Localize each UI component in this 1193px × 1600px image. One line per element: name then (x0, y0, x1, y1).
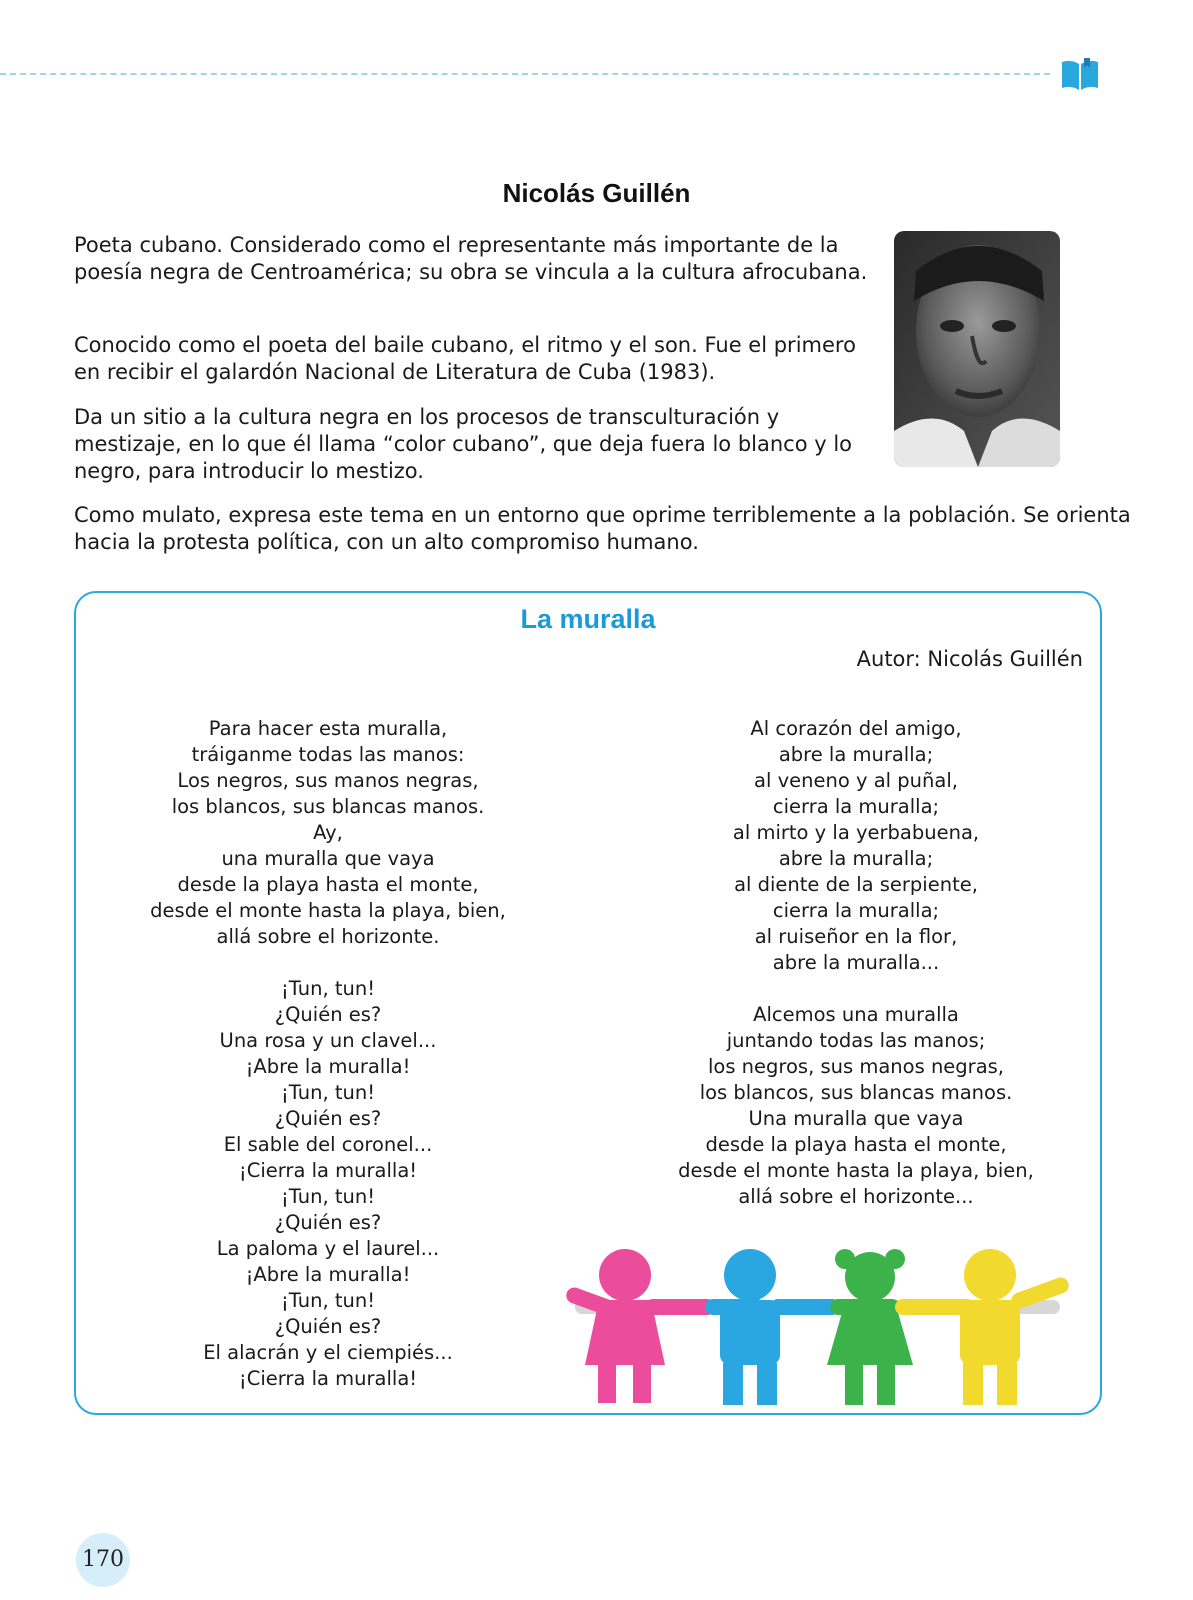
poem-line: ¡Tun, tun! (280, 977, 376, 1000)
poem-line: ¿Quién es? (274, 1211, 382, 1234)
poem-line: los blancos, sus blancas manos. (171, 795, 485, 818)
poem-line: allá sobre el horizonte... (738, 1185, 974, 1208)
poem-line: al mirto y la yerbabuena, (732, 821, 980, 844)
poem-line: desde la playa hasta el monte, (177, 873, 479, 896)
poem-line: abre la muralla... (772, 951, 940, 974)
poem-line: desde el monte hasta la playa, bien, (678, 1159, 1034, 1182)
bio-paragraph: Conocido como el poeta del baile cubano, el ritmo y el son. Fue el primero en recibir el galardón Nacional de Literatura de Cuba (1983). (74, 333, 856, 384)
poem-line: una muralla que vaya (221, 847, 435, 870)
poem-line: ¡Abre la muralla! (245, 1263, 411, 1286)
poem-line: desde el monte hasta la playa, bien, (150, 899, 506, 922)
page-number: 170 (76, 1533, 130, 1587)
poem-line: abre la muralla; (778, 847, 934, 870)
poem-line: ¡Abre la muralla! (245, 1055, 411, 1078)
poem-line: Una rosa y un clavel... (219, 1029, 437, 1052)
poem-line: al ruiseñor en la flor, (754, 925, 958, 948)
poem-author: Autor: Nicolás Guillén (856, 647, 1083, 671)
poem-line: ¡Cierra la muralla! (238, 1367, 418, 1390)
top-dashed-rule (0, 73, 1050, 75)
bio-title: Nicolás Guillén (502, 178, 691, 208)
poem-line: La paloma y el laurel... (216, 1237, 440, 1260)
poem-line: ¿Quién es? (274, 1107, 382, 1130)
poem-line: Una muralla que vaya (748, 1107, 964, 1130)
poem-column-right (636, 716, 1076, 1210)
poem-line: los negros, sus manos negras, (707, 1055, 1005, 1078)
poem-line: El sable del coronel... (223, 1133, 433, 1156)
poem-line: ¡Tun, tun! (280, 1081, 376, 1104)
poem-line: Los negros, sus manos negras, (177, 769, 479, 792)
poem-column-left (108, 716, 548, 1392)
poem-line: ¡Tun, tun! (280, 1185, 376, 1208)
poem-line: al veneno y al puñal, (754, 769, 958, 792)
poem-line: cierra la muralla; (772, 899, 940, 922)
poem-line: ¡Tun, tun! (280, 1289, 376, 1312)
poem-line: allá sobre el horizonte. (216, 925, 440, 948)
poem-line: ¿Quién es? (274, 1003, 382, 1026)
poem-line: ¡Cierra la muralla! (238, 1159, 418, 1182)
poem-line: tráiganme todas las manos: (191, 743, 465, 766)
poem-line: ¿Quién es? (274, 1315, 382, 1338)
paper-children-illustration (565, 1245, 1070, 1410)
poem-line: desde la playa hasta el monte, (705, 1133, 1007, 1156)
poem-line: Al corazón del amigo, (750, 717, 962, 740)
poem-line: Para hacer esta muralla, (208, 717, 448, 740)
author-portrait (894, 231, 1060, 467)
bio-paragraph: Como mulato, expresa este tema en un entorno que oprime terriblemente a la población. Se orienta hacia la protesta política, con un alto compromiso humano. (74, 503, 1131, 554)
poem-line: abre la muralla; (778, 743, 934, 766)
bio-paragraph: Da un sitio a la cultura negra en los procesos de transculturación y mestizaje, en lo que él llama “color cubano”, que deja fuera lo blanco y lo negro, para introducir lo mestizo. (74, 405, 853, 483)
poem-line: al diente de la serpiente, (734, 873, 978, 896)
poem-line: El alacrán y el ciempiés... (203, 1341, 453, 1364)
poem-title: La muralla (520, 604, 656, 634)
open-book-icon (1060, 56, 1100, 92)
poem-line: Ay, (313, 821, 343, 844)
poem-line: los blancos, sus blancas manos. (699, 1081, 1013, 1104)
poem-line: cierra la muralla; (772, 795, 940, 818)
poem-line: juntando todas las manos; (726, 1029, 986, 1052)
bio-paragraph: Poeta cubano. Considerado como el representante más importante de la poesía negra de Centroamérica; su obra se vincula a la cultura afrocubana. (74, 233, 868, 284)
poem-line: Alcemos una muralla (753, 1003, 959, 1026)
